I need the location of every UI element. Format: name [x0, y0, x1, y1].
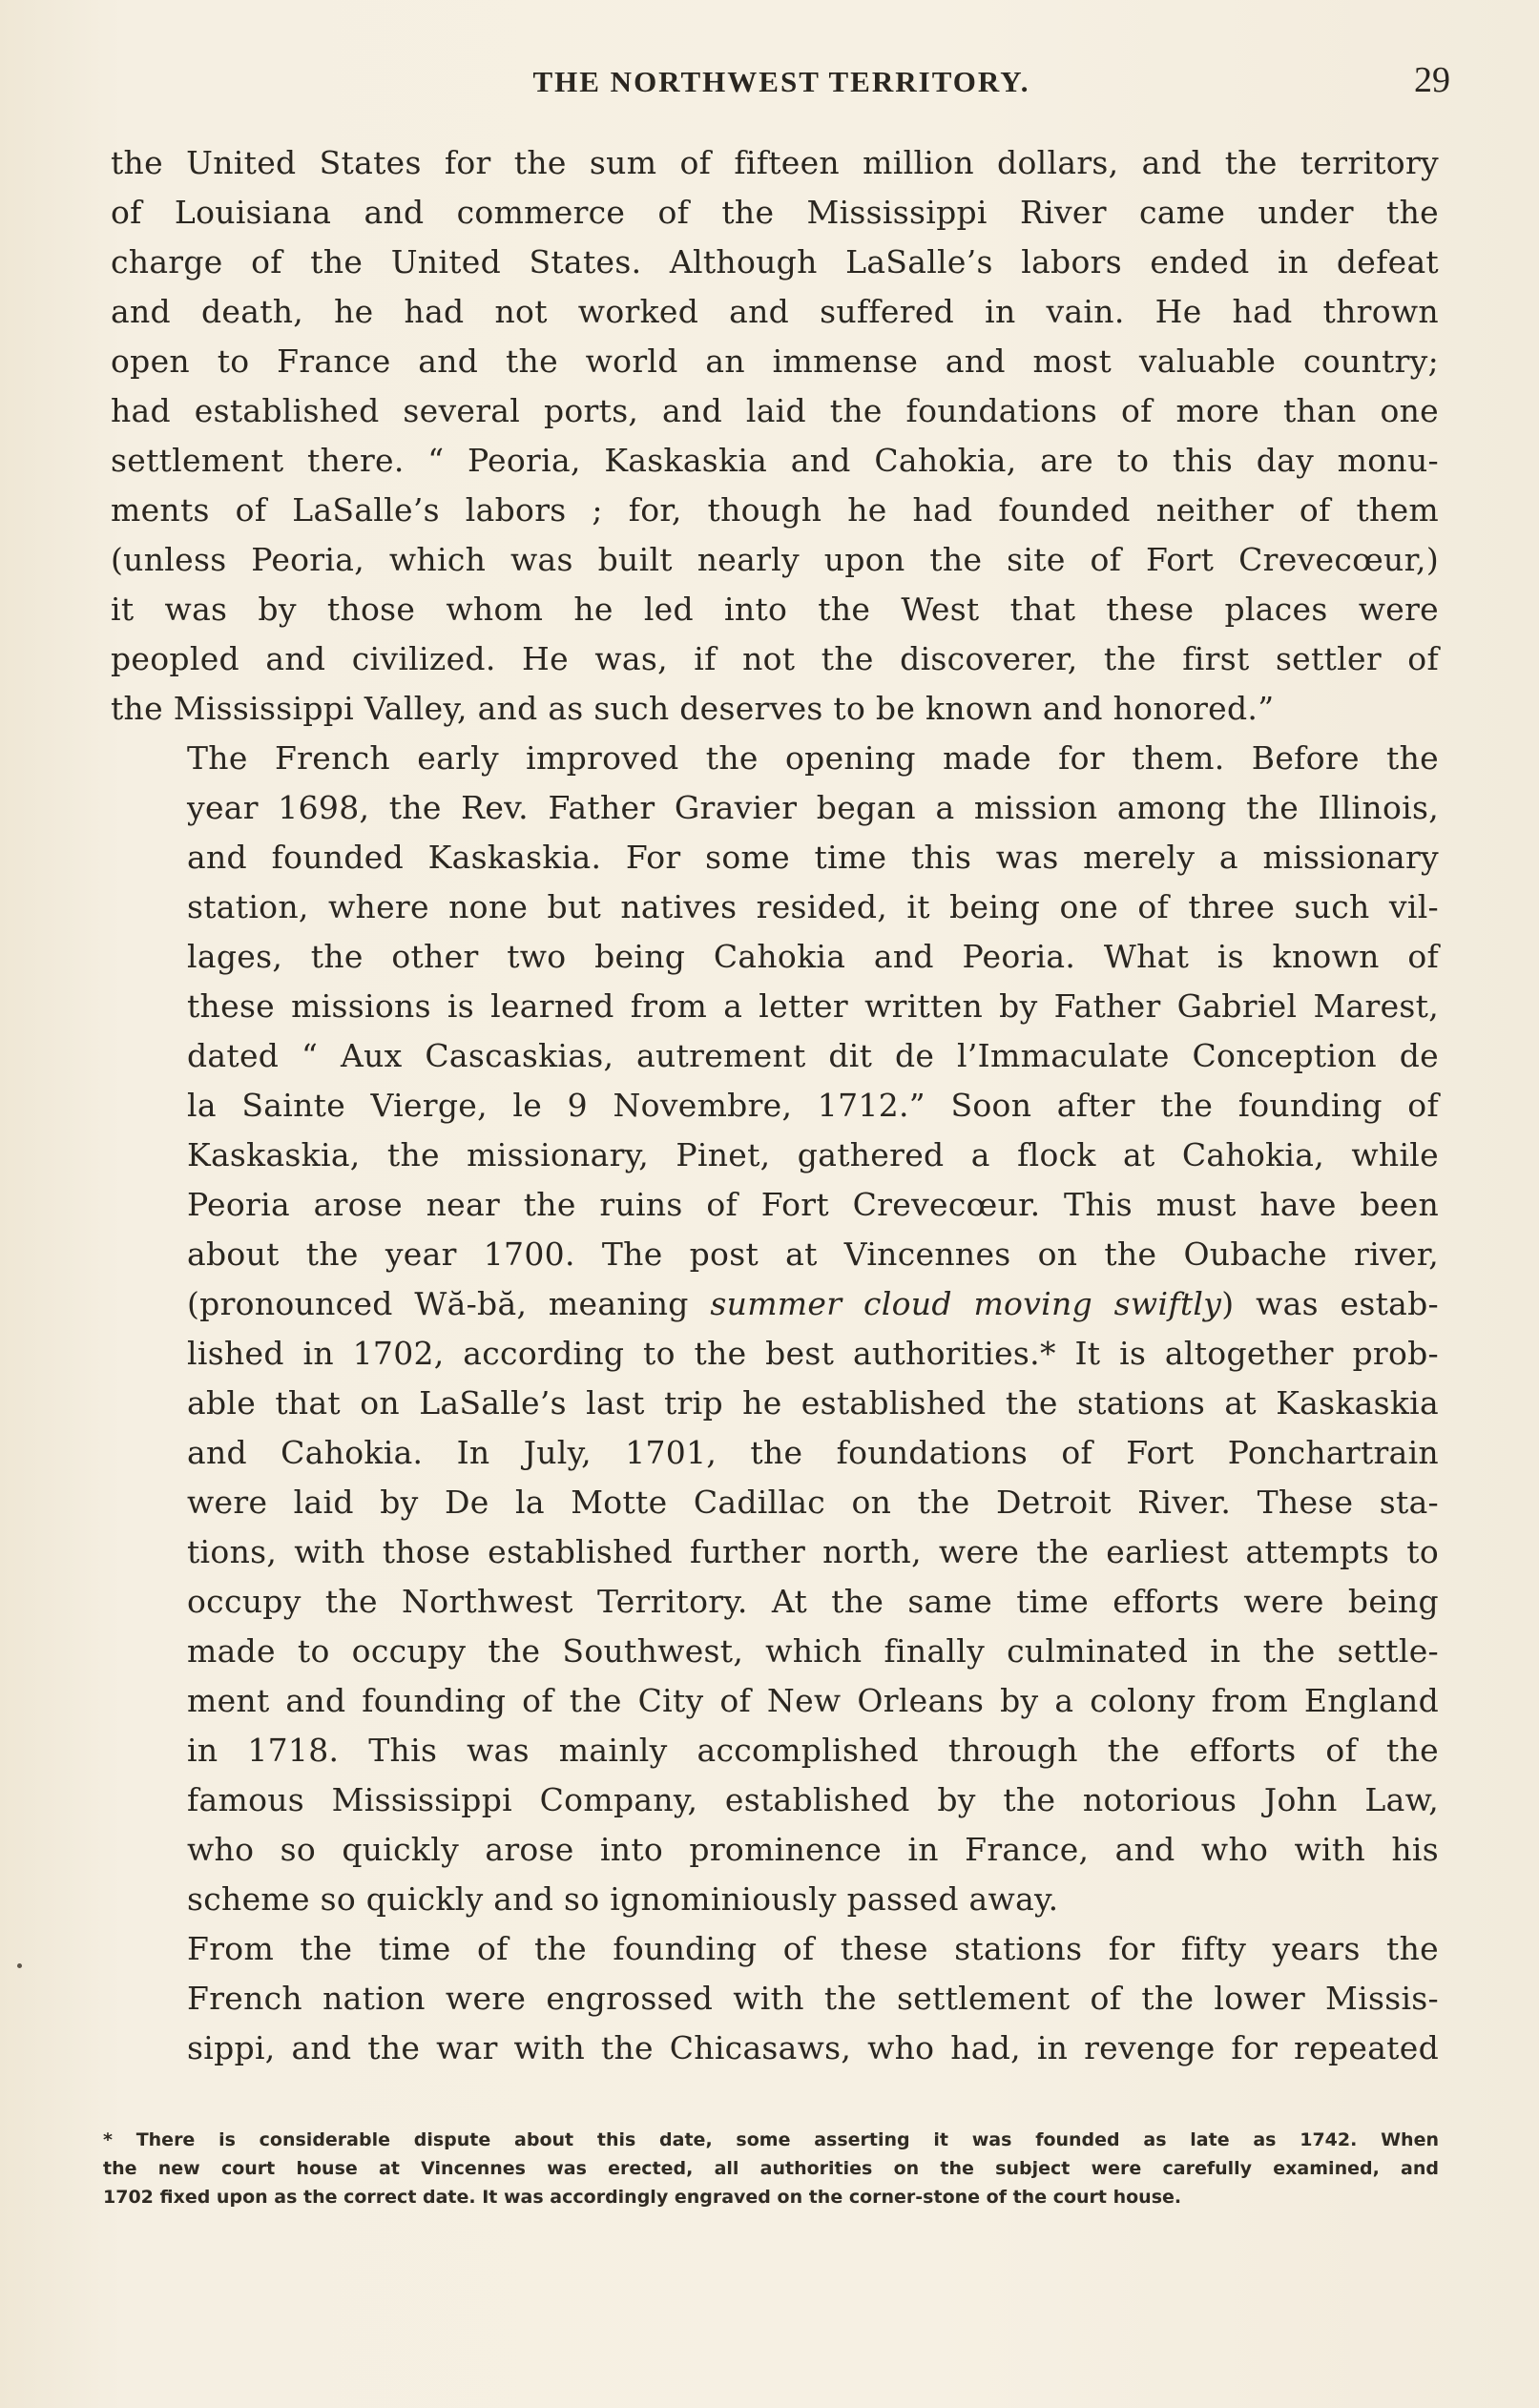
text-run: (pronounced Wă-bă, meaning [187, 1285, 711, 1322]
text-line [111, 684, 1439, 734]
footnote-line: * There is considerable dispute about this date, some asserting it was founded as late as 1742. When [103, 2129, 1439, 2150]
text-run: From the time of the founding of these stations for fifty years the [187, 1930, 1439, 1967]
text-line [111, 1627, 1439, 1676]
text-line [111, 1230, 1439, 1279]
text-line [111, 188, 1439, 238]
text-run: famous Mississippi Company, established by the notorious John Law, [187, 1781, 1439, 1818]
text-line [111, 1478, 1439, 1527]
text-run: charge of the United States. Although LaSalle’s labors ended in defeat [111, 243, 1439, 280]
text-line [111, 1329, 1439, 1379]
text-line [111, 982, 1439, 1031]
text-run: in 1718. This was mainly accomplished through the efforts of the [187, 1732, 1439, 1769]
text-run: scheme so quickly and so ignominiously passed away. [187, 1880, 1059, 1918]
text-run: and founded Kaskaskia. For some time this was merely a missionary [187, 839, 1439, 876]
text-run: the Mississippi Valley, and as such deserves to be known and honored.” [111, 690, 1275, 727]
footnote-line: the new court house at Vincennes was erected, all authorities on the subject were carefully examined, and [103, 2158, 1439, 2179]
text-line [111, 138, 1439, 188]
text-line [111, 1428, 1439, 1478]
text-line [111, 486, 1439, 535]
text-line [111, 1379, 1439, 1428]
text-line [111, 1279, 1439, 1329]
text-line [111, 1131, 1439, 1180]
text-run: about the year 1700. The post at Vincennes on the Oubache river, [187, 1235, 1439, 1273]
text-run: ment and founding of the City of New Orleans by a colony from England [187, 1682, 1439, 1719]
text-line [111, 1825, 1439, 1875]
text-line [111, 585, 1439, 634]
text-line [111, 882, 1439, 932]
text-run: were laid by De la Motte Cadillac on the Detroit River. These sta- [187, 1484, 1439, 1521]
text-line [111, 1875, 1439, 1924]
paragraph [111, 138, 1439, 734]
text-run: the United States for the sum of fifteen million dollars, and the territory [111, 144, 1439, 181]
text-line [111, 238, 1439, 287]
text-line [111, 1924, 1439, 1974]
text-run: la Sainte Vierge, le 9 Novembre, 1712.” Soon after the founding of [187, 1087, 1439, 1124]
running-title: THE NORTHWEST TERRITORY. [532, 65, 1030, 98]
text-run: who so quickly arose into prominence in France, and who with his [187, 1831, 1439, 1868]
text-line [111, 1577, 1439, 1627]
text-line [111, 634, 1439, 684]
text-line [111, 833, 1439, 882]
text-run: Kaskaskia, the missionary, Pinet, gathered a flock at Cahokia, while [187, 1136, 1439, 1173]
text-run: station, where none but natives resided, it being one of three such vil- [187, 888, 1439, 925]
running-head [113, 59, 1450, 107]
italic-phrase: summer cloud moving swiftly [710, 1285, 1222, 1322]
body-text [111, 138, 1439, 2073]
text-line [111, 1527, 1439, 1577]
text-line [111, 1775, 1439, 1825]
text-run: able that on LaSalle’s last trip he established the stations at Kaskaskia [187, 1384, 1439, 1422]
footnote [103, 2126, 1439, 2211]
text-line [111, 2024, 1439, 2073]
text-line [111, 734, 1439, 783]
text-line [111, 1031, 1439, 1081]
text-run: The French early improved the opening made for them. Before the [187, 739, 1439, 777]
text-run: lages, the other two being Cahokia and Peoria. What is known of [187, 938, 1439, 975]
text-line [111, 287, 1439, 337]
text-line [111, 1676, 1439, 1726]
text-run: and death, he had not worked and suffered in vain. He had thrown [111, 293, 1439, 330]
text-line [111, 1974, 1439, 2024]
text-line [111, 783, 1439, 833]
text-run: it was by those whom he led into the West that these places were [111, 591, 1439, 628]
paragraph [111, 734, 1439, 1924]
text-run: lished in 1702, according to the best authorities.* It is altogether prob- [187, 1335, 1439, 1372]
text-run: and Cahokia. In July, 1701, the foundations of Fort Ponchartrain [187, 1434, 1439, 1471]
text-run: Peoria arose near the ruins of Fort Crevecœur. This must have been [187, 1186, 1439, 1223]
text-run: peopled and civilized. He was, if not the discoverer, the first settler of [111, 640, 1439, 677]
text-run: dated “ Aux Cascaskias, autrement dit de l’Immaculate Conception de [187, 1037, 1439, 1074]
text-run: French nation were engrossed with the settlement of the lower Missis- [187, 1980, 1439, 2017]
text-run: of Louisiana and commerce of the Mississippi River came under the [111, 194, 1439, 231]
footnote-line: 1702 fixed upon as the correct date. It was accordingly engraved on the corner-stone of the court house. [103, 2187, 1182, 2208]
text-line [111, 436, 1439, 486]
text-line [111, 1180, 1439, 1230]
text-run: ments of LaSalle’s labors ; for, though he had founded neither of them [111, 491, 1439, 529]
paragraph [111, 1924, 1439, 2073]
ink-speck [17, 1963, 22, 1968]
text-line [111, 932, 1439, 982]
text-run: occupy the Northwest Territory. At the same time efforts were being [187, 1583, 1439, 1620]
text-run: tions, with those established further north, were the earliest attempts to [187, 1533, 1439, 1570]
text-run: open to France and the world an immense and most valuable country; [111, 343, 1439, 380]
text-run: year 1698, the Rev. Father Gravier began a mission among the Illinois, [187, 789, 1439, 826]
text-line [111, 386, 1439, 436]
text-run: made to occupy the Southwest, which finally culminated in the settle- [187, 1632, 1439, 1670]
text-line [111, 337, 1439, 386]
text-run: these missions is learned from a letter written by Father Gabriel Marest, [187, 987, 1439, 1025]
page-number: 29 [1414, 60, 1450, 100]
text-run: sippi, and the war with the Chicasaws, who had, in revenge for repeated [187, 2029, 1439, 2066]
text-run: ) was estab- [1221, 1285, 1439, 1322]
text-line [111, 535, 1439, 585]
text-line [111, 1726, 1439, 1775]
text-run: had established several ports, and laid the foundations of more than one [111, 392, 1439, 429]
text-line [111, 1081, 1439, 1131]
text-run: settlement there. “ Peoria, Kaskaskia and Cahokia, are to this day monu- [111, 442, 1439, 479]
text-run: (unless Peoria, which was built nearly upon the site of Fort Crevecœur,) [111, 541, 1439, 578]
